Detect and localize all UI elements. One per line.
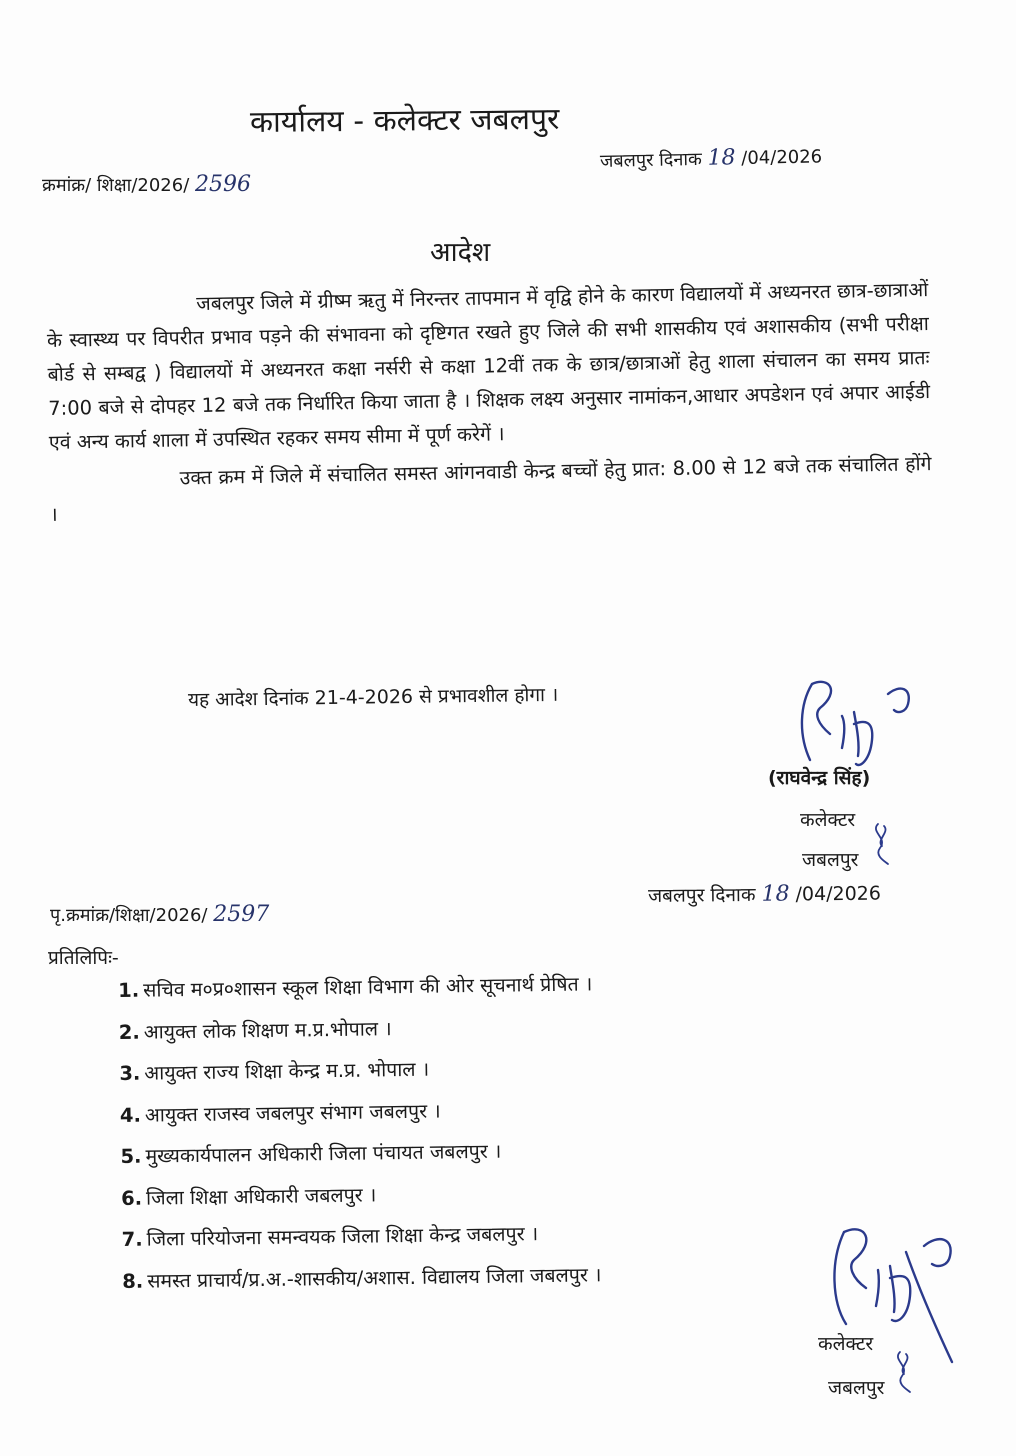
reference-number-line bbox=[42, 172, 251, 197]
copy-signatory-designation: कलेक्टर bbox=[818, 1333, 874, 1355]
copy-date-prefix: जबलपुर दिनाक bbox=[647, 883, 756, 907]
reference-prefix: क्रमांक्र/ शिक्षा/2026/ bbox=[42, 175, 190, 196]
list-item: 5. मुख्यकार्यपालन अधिकारी जिला पंचायत जबलपुर । bbox=[120, 1139, 502, 1168]
order-date-line bbox=[600, 143, 823, 173]
office-title: कार्यालय - कलेक्टर जबलपुर bbox=[249, 101, 560, 140]
initial-mark-1 bbox=[866, 818, 896, 868]
copy-date-line bbox=[648, 880, 881, 908]
effective-date-line: यह आदेश दिनांक 21-4-2026 से प्रभावशील होगा । bbox=[187, 683, 559, 711]
list-item: 3. आयुक्त राज्य शिक्षा केन्द्र म.प्र. भोपाल । bbox=[119, 1057, 430, 1085]
copy-to-label: प्रतिलिपिः- bbox=[48, 947, 119, 969]
copy-reference-line bbox=[50, 902, 269, 927]
copy-reference-prefix: पृ.क्रमांक्र/शिक्षा/2026/ bbox=[50, 905, 208, 926]
date-rest: /04/2026 bbox=[741, 146, 823, 170]
list-item: 8. समस्त प्राचार्य/प्र.अ.-शासकीय/अशास. विद्यालय जिला जबलपुर । bbox=[122, 1262, 602, 1293]
copy-recipients-list bbox=[118, 969, 602, 1308]
reference-number-handwritten: 2596 bbox=[195, 172, 252, 197]
copy-reference-number-handwritten: 2597 bbox=[213, 902, 270, 927]
date-prefix: जबलपुर दिनाक bbox=[599, 148, 703, 172]
list-item: 4. आयुक्त राजस्व जबलपुर संभाग जबलपुर । bbox=[119, 1099, 441, 1127]
list-item: 2. आयुक्त लोक शिक्षण म.प्र.भोपाल । bbox=[118, 1016, 392, 1044]
date-day-handwritten: 18 bbox=[707, 145, 736, 171]
order-body bbox=[46, 273, 932, 532]
order-heading: आदेश bbox=[430, 237, 491, 268]
signatory-city: जबलपुर bbox=[802, 849, 859, 871]
order-paragraph-2: उक्त क्रम में जिले में संचालित समस्त आंगनवाडी केन्द्र बच्चों हेतु प्रात: 8.00 से 12 बजे तक संचालित होंगे । bbox=[50, 452, 932, 526]
copy-date-day-handwritten: 18 bbox=[761, 881, 790, 907]
copy-signatory-city: जबलपुर bbox=[828, 1377, 885, 1399]
signatory-designation: कलेक्टर bbox=[800, 809, 856, 831]
order-paragraph-1: जबलपुर जिले में ग्रीष्म ऋतु में निरन्तर तापमान में वृद्वि होने के कारण विद्यालयों में अध्यनरत छात्र-छात्राओं के स्वास्थ्य पर विपरीत प्रभाव पड़ने की संभावना को दृष्टिगत रखते हुए जिले की सभी शासकीय एवं अशासकीय (सभी परीक्षा बोर्ड से सम्बद्व ) विद्यालयों में अध्यनरत कक्षा नर्सरी से कक्षा 12वीं तक के छात्र/छात्राओं हेतु शाला संचालन का समय प्रातः 7:00 बजे से दोपहर 12 बजे तक निर्धारित किया जाता है । शिक्षक लक्ष्य अनुसार नामांकन,आधार अपडेशन एवं अपार आईडी एवं अन्य कार्य शाला में उपस्थित रहकर समय सीमा में पूर्ण करेगें । bbox=[46, 278, 931, 454]
list-item: 6. जिला शिक्षा अधिकारी जबलपुर । bbox=[120, 1182, 377, 1210]
copy-date-rest: /04/2026 bbox=[795, 882, 882, 906]
signature-mark-1 bbox=[790, 664, 930, 774]
list-item: 1. सचिव म०प्र०शासन स्कूल शिक्षा विभाग की ओर सूचनार्थ प्रेषित । bbox=[118, 972, 593, 1002]
signatory-name: (राघवेन्द्र सिंह) bbox=[768, 767, 871, 789]
list-item: 7. जिला परियोजना समन्वयक जिला शिक्षा केन्द्र जबलपुर । bbox=[121, 1222, 539, 1251]
initial-mark-2 bbox=[888, 1346, 918, 1396]
